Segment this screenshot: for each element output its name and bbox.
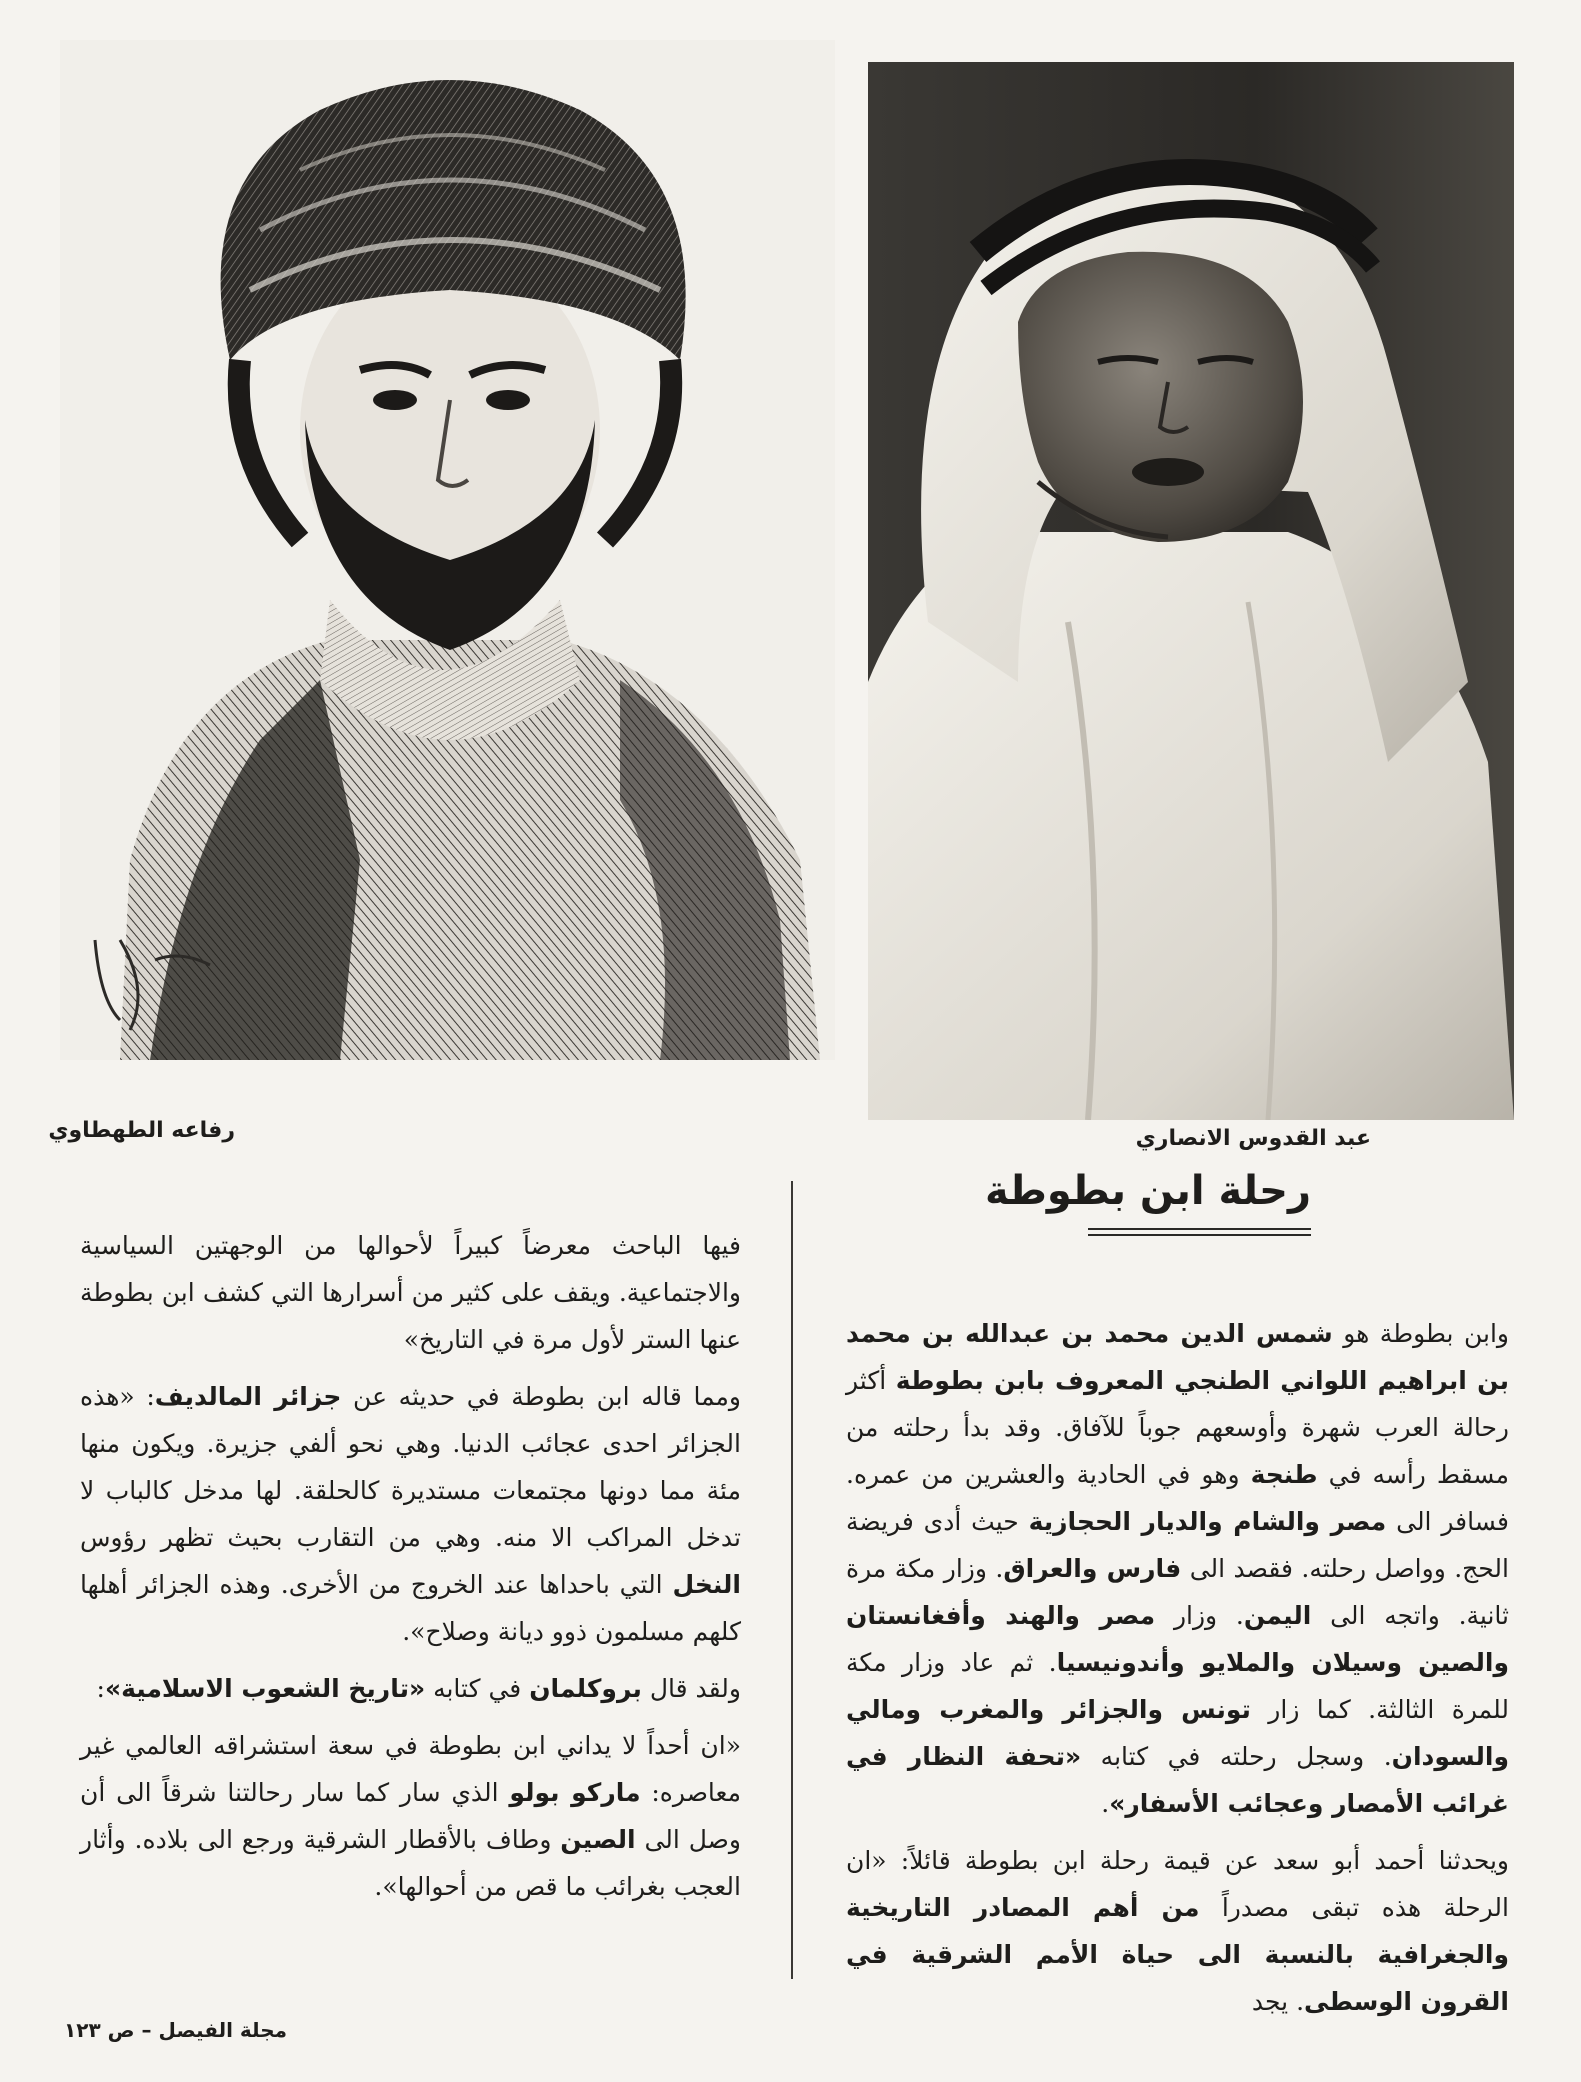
title-underline <box>1088 1228 1311 1230</box>
left-paragraph-1: فيها الباحث معرضاً كبيراً لأحوالها من الوجهتين السياسية والاجتماعية. ويقف على كثير من أسرارها التي كشف ابن بطوطة عنها الستر لأول مرة في التاريخ» <box>80 1231 741 1354</box>
portrait-photo <box>868 62 1514 1120</box>
left-photo-caption: رفاعه الطهطاوي <box>48 1118 235 1143</box>
right-paragraph-2: ويحدثنا أحمد أبو سعد عن قيمة رحلة ابن بطوطة قائلاً: «ان الرحلة هذه تبقى مصدراً من أهم المصادر التاريخية والجغرافية بالنسبة الى حياة الأمم الشرقية في القرون الوسطى. يجد <box>846 1846 1509 2016</box>
right-paragraph-1: وابن بطوطة هو شمس الدين محمد بن عبدالله بن محمد بن ابراهيم اللواني الطنجي المعروف بابن بطوطة أكثر رحالة العرب شهرة وأوسعهم جوباً للآفاق. وقد بدأ رحلته من مسقط رأسه في طنجة وهو في الحادية والعشرين من عمره. فسافر الى مصر والشام والديار الحجازية حيث أدى فريضة الحج. وواصل رحلته. فقصد الى فارس والعراق. وزار مكة مرة ثانية. واتجه الى اليمن. وزار مصر والهند وأفغانستان والصين وسيلان والملايو وأندونيسيا. ثم عاد وزار مكة للمرة الثالثة. كما زار تونس والجزائر والمغرب ومالي والسودان. وسجل رحلته في كتابه «تحفة النظار في غرائب الأمصار وعجائب الأسفار». <box>846 1319 1510 1818</box>
right-photo-caption: عبد القدوس الانصاري <box>1135 1126 1371 1151</box>
column-divider <box>791 1181 793 1979</box>
page-footer: مجلة الفيصل – ص ١٢٣ <box>64 2018 287 2042</box>
left-paragraph-2: ومما قاله ابن بطوطة في حديثه عن جزائر المالديف: «هذه الجزائر احدى عجائب الدنيا. وهي نحو ألفي جزيرة. ويكون منها مئة مما دونها مجتمعات مستديرة كالحلقة. لها مدخل كالباب لا تدخل المراكب الا منه. وهي من التقارب بحيث تظهر رؤوس النخل التي باحداها عند الخروج من الأخرى. وهذه الجزائر أهلها كلهم مسلمون ذوو ديانة وصلاح». <box>80 1382 741 1646</box>
portrait-illustration <box>60 40 835 1060</box>
left-paragraph-4: «ان أحداً لا يداني ابن بطوطة في سعة استشراقه العالمي غير معاصره: ماركو بولو الذي سار كما سار رحالتنا شرقاً الى أن وصل الى الصين وطاف بالأقطار الشرقية ورجع الى بلاده. وأثار العجب بغرائب ما قص من أحوالها». <box>80 1731 741 1901</box>
photo-drawing <box>868 62 1514 1120</box>
right-column <box>846 1310 1509 2035</box>
article-title: رحلة ابن بطوطة <box>984 1168 1311 1214</box>
left-paragraph-3: ولقد قال بروكلمان في كتابه «تاريخ الشعوب الاسلامية»: <box>96 1674 741 1703</box>
title-underline-second <box>1088 1234 1311 1236</box>
left-column <box>80 1222 741 1920</box>
engraving-drawing <box>60 40 835 1060</box>
